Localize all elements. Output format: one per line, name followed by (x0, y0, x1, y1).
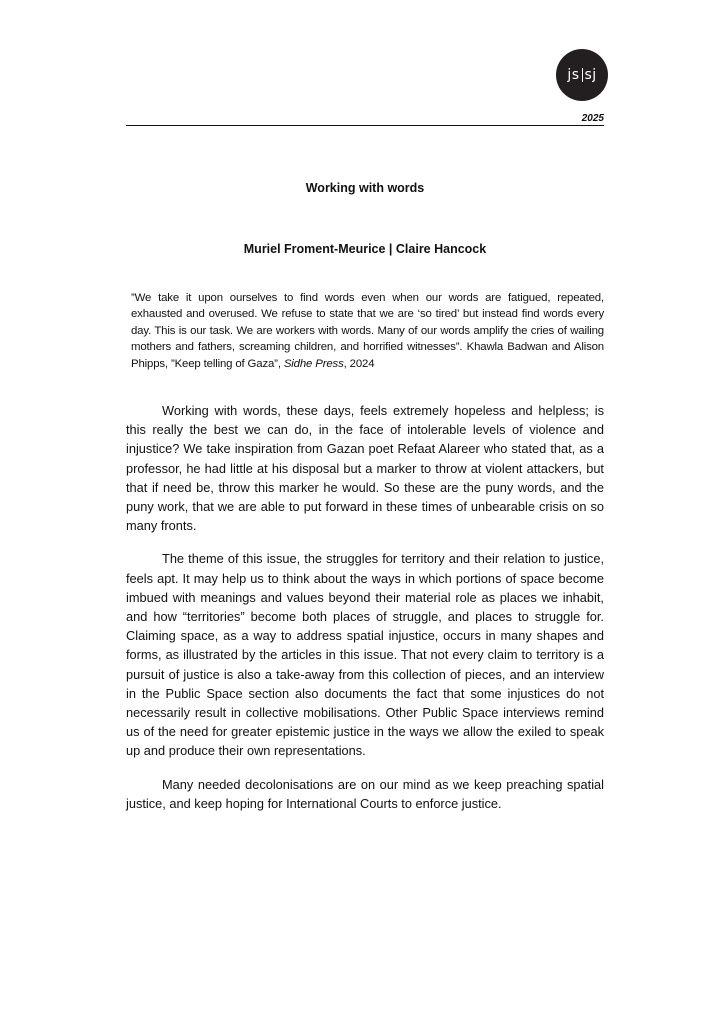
epigraph (131, 290, 604, 372)
logo-text-left: js (567, 67, 580, 83)
epigraph-quote: ”We take it upon ourselves to find words even when our words are fatigued, repeated, exhausted and overused. We refuse to state that we are ‘so tired’ but instead find words every day. This is our task. We are workers with words. Many of our words amplify the cries of wailing mothers and fathers, screaming children, and horrified witnesses”. (131, 292, 604, 354)
logo-divider (582, 68, 583, 82)
journal-logo (556, 49, 608, 101)
article-title: Working with words (305, 181, 425, 195)
issue-year: 2025 (581, 113, 604, 124)
body-paragraph: Many needed decolonisations are on our mind as we keep preaching spatial justice, and keep hoping for International Courts to enforce justice. (126, 776, 604, 811)
header-divider (126, 125, 604, 126)
epigraph-attribution: Khawla Badwan and Alison Phipps, ”Keep telling of Gaza”, (131, 341, 604, 370)
epigraph-source: Sidhe Press (283, 357, 344, 370)
logo-text-right: sj (584, 67, 597, 83)
article-body (126, 401, 604, 827)
body-paragraph: The theme of this issue, the struggles for territory and their relation to justice, feels apt. It may help us to think about the ways in which portions of space become imbued with meanings and values beyond their material role as places we inhabit, and how “territories” become both places of struggle, and places to struggle for. Claiming space, as a way to address spatial injustice, occurs in many shapes and forms, as illustrated by the articles in this issue. That not every claim to territory is a pursuit of justice is also a take-away from this collection of pieces, and an interview in the Public Space section also documents the fact that some injustices do not necessarily result in collective mobilisations. Other Public Space interviews remind us of the need for greater epistemic justice in the ways we allow the exiled to speak up and produce their own representations. (126, 551, 604, 759)
body-paragraph: Working with words, these days, feels extremely hopeless and helpless; is this really the best we can do, in the face of intolerable levels of violence and injustice? We take inspiration from Gazan poet Refaat Alareer who stated that, as a professor, he had little at his disposal but a marker to throw at violent attackers, but that if need be, throw this marker he would. So these are the puny words, and the puny work, that we are able to put forward in these times of unbearable crisis on so many fronts. (126, 403, 604, 534)
article-authors: Muriel Froment-Meurice | Claire Hancock (243, 242, 487, 256)
epigraph-year: , 2024 (343, 357, 375, 370)
